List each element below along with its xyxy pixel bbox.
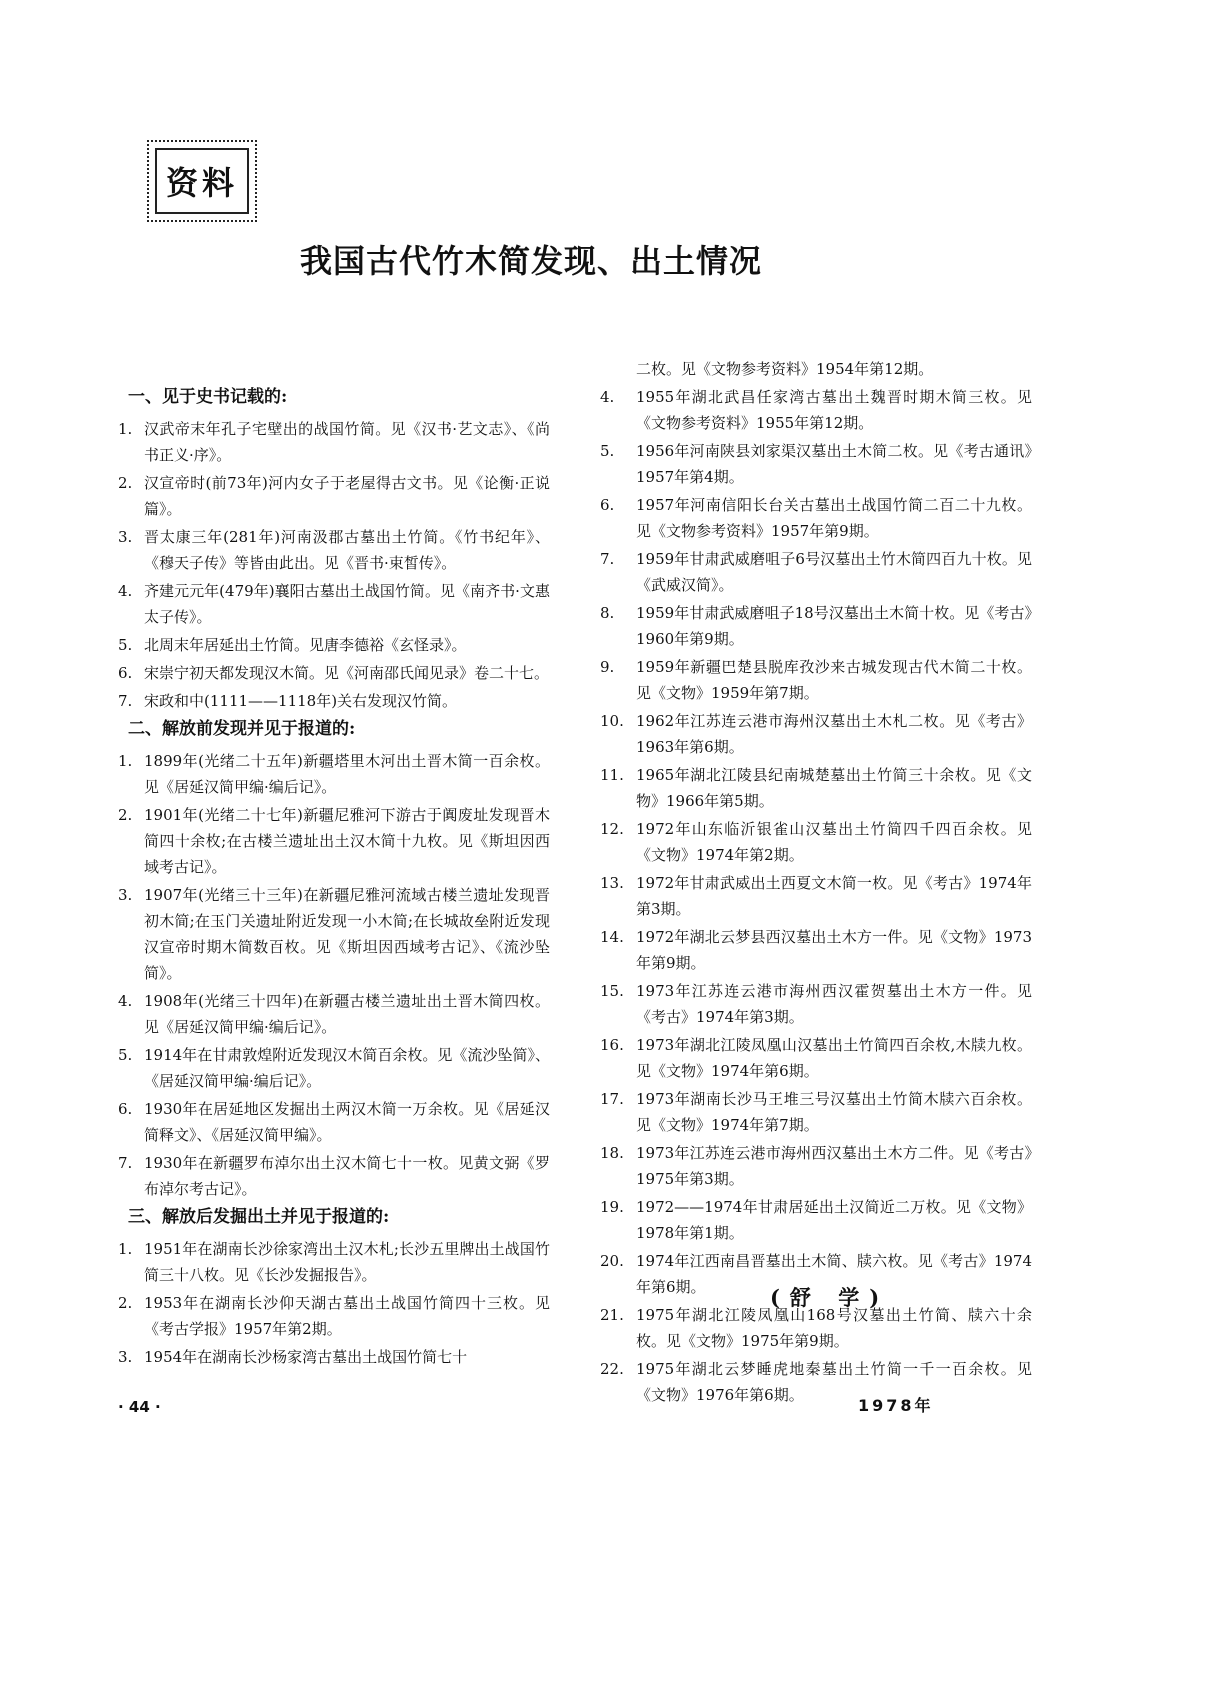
item-number: 1. — [118, 420, 133, 438]
item-text: 1930年在居延地区发掘出土两汉木简一万余枚。见《居延汉简释文》、《居延汉简甲编》。 — [144, 1100, 550, 1144]
article-title: 我国古代竹木简发现、出土情况 — [300, 242, 763, 280]
left-column — [118, 384, 550, 1372]
item-text: 1957年河南信阳长台关古墓出土战国竹简二百二十九枚。见《文物参考资料》1957年第9期。 — [636, 496, 1032, 540]
item-text: 齐建元元年(479年)襄阳古墓出土战国竹简。见《南齐书·文惠太子传》。 — [144, 582, 550, 626]
list-item — [118, 1042, 550, 1094]
item-text: 北周末年居延出土竹简。见唐李德裕《玄怪录》。 — [144, 636, 467, 654]
list-item — [600, 384, 1032, 436]
item-text: 1974年江西南昌晋墓出土木简、牍六枚。见《考古》1974年第6期。 — [636, 1252, 1032, 1296]
section-badge-frame — [155, 148, 249, 214]
item-number: 13. — [600, 874, 624, 892]
item-number: 6. — [600, 496, 615, 514]
list-item — [118, 1290, 550, 1342]
item-text: 汉武帝末年孔子宅壁出的战国竹简。见《汉书·艺文志》、《尚书正义·序》。 — [144, 420, 550, 464]
item-text: 1959年新疆巴楚县脱库孜沙来古城发现古代木简二十枚。见《文物》1959年第7期。 — [636, 658, 1032, 702]
list-item — [600, 1356, 1032, 1408]
item-number: 15. — [600, 982, 624, 1000]
publication-year: 1978年 — [858, 1396, 934, 1415]
item-text: 宋政和中(1111——1118年)关右发现汉竹简。 — [144, 692, 458, 710]
item-number: 2. — [118, 1294, 133, 1312]
item-text: 1965年湖北江陵县纪南城楚墓出土竹简三十余枚。见《文物》1966年第5期。 — [636, 766, 1032, 810]
section-heading: 二、解放前发现并见于报道的: — [128, 719, 356, 739]
item-text: 1975年湖北云梦睡虎地秦墓出土竹简一千一百余枚。见《文物》1976年第6期。 — [636, 1360, 1032, 1404]
item-number: 16. — [600, 1036, 624, 1054]
list-item — [118, 416, 550, 468]
item-text: 1959年甘肃武威磨咀子6号汉墓出土竹木简四百九十枚。见《武威汉简》。 — [636, 550, 1032, 594]
list-item — [600, 816, 1032, 868]
item-text: 1901年(光绪二十七年)新疆尼雅河下游古于阗废址发现晋木简四十余枚;在古楼兰遗址出土汉木简十九枚。见《斯坦因西域考古记》。 — [144, 806, 550, 876]
list-item — [600, 1086, 1032, 1138]
item-text: 1962年江苏连云港市海州汉墓出土木札二枚。见《考古》1963年第6期。 — [636, 712, 1032, 756]
list-item — [118, 748, 550, 800]
item-text: 1956年河南陕县刘家渠汉墓出土木简二枚。见《考古通讯》1957年第4期。 — [636, 442, 1032, 486]
item-number: 1. — [118, 1240, 133, 1258]
list-item — [118, 1344, 550, 1370]
list-item — [600, 1194, 1032, 1246]
item-number: 11. — [600, 766, 624, 784]
item-number: 4. — [118, 992, 133, 1010]
item-number: 3. — [118, 1348, 133, 1366]
item-number: 7. — [600, 550, 615, 568]
list-item — [118, 578, 550, 630]
item-number: 8. — [600, 604, 615, 622]
item-number: 4. — [600, 388, 615, 406]
section-pre-liberation — [118, 716, 550, 1202]
item-number: 7. — [118, 692, 133, 710]
list-item — [600, 1140, 1032, 1192]
author-signature: (舒 学) — [770, 1285, 890, 1310]
list-item — [118, 688, 550, 714]
section-badge-label: 资料 — [165, 164, 238, 202]
item-number: 5. — [600, 442, 615, 460]
list-item — [118, 1150, 550, 1202]
section-heading: 一、见于史书记载的: — [128, 387, 288, 407]
list-item — [118, 1096, 550, 1148]
item-text: 1972——1974年甘肃居延出土汉简近二万枚。见《文物》1978年第1期。 — [636, 1198, 1032, 1242]
item-text: 1914年在甘肃敦煌附近发现汉木简百余枚。见《流沙坠简》、《居延汉简甲编·编后记》。 — [144, 1046, 550, 1090]
item-text: 1899年(光绪二十五年)新疆塔里木河出土晋木简一百余枚。见《居延汉简甲编·编后记》。 — [144, 752, 550, 796]
item-number: 2. — [118, 474, 133, 492]
list-item — [118, 802, 550, 880]
item-text: 1972年山东临沂银雀山汉墓出土竹简四千四百余枚。见《文物》1974年第2期。 — [636, 820, 1032, 864]
item-number: 22. — [600, 1360, 624, 1378]
list-item — [600, 870, 1032, 922]
list-item — [600, 546, 1032, 598]
item-text: 宋崇宁初天都发现汉木简。见《河南邵氏闻见录》卷二十七。 — [144, 664, 550, 682]
item-text: 1972年甘肃武威出土西夏文木简一枚。见《考古》1974年第3期。 — [636, 874, 1032, 918]
item-text: 1954年在湖南长沙杨家湾古墓出土战国竹简七十 — [144, 1348, 468, 1366]
item-number: 7. — [118, 1154, 133, 1172]
item-text: 汉宣帝时(前73年)河内女子于老屋得古文书。见《论衡·正说篇》。 — [144, 474, 550, 518]
item-number: 9. — [600, 658, 615, 676]
continued-text: 二枚。见《文物参考资料》1954年第12期。 — [636, 360, 934, 378]
item-number: 10. — [600, 712, 624, 730]
list-item — [600, 438, 1032, 490]
list-item — [118, 882, 550, 986]
item-number: 21. — [600, 1306, 624, 1324]
section-historical — [118, 384, 550, 714]
item-number: 14. — [600, 928, 624, 946]
item-text: 1959年甘肃武威磨咀子18号汉墓出土木简十枚。见《考古》1960年第9期。 — [636, 604, 1032, 648]
section-badge — [147, 140, 257, 222]
item-text: 1955年湖北武昌任家湾古墓出土魏晋时期木简三枚。见《文物参考资料》1955年第12期。 — [636, 388, 1032, 432]
item-text: 1973年江苏连云港市海州西汉霍贺墓出土木方一件。见《考古》1974年第3期。 — [636, 982, 1032, 1026]
item-number: 1. — [118, 752, 133, 770]
item-number: 4. — [118, 582, 133, 600]
item-text: 1972年湖北云梦县西汉墓出土木方一件。见《文物》1973年第9期。 — [636, 928, 1032, 972]
item-number: 3. — [118, 886, 133, 904]
item-text: 1973年湖南长沙马王堆三号汉墓出土竹简木牍六百余枚。见《文物》1974年第7期。 — [636, 1090, 1032, 1134]
list-item — [118, 524, 550, 576]
item-number: 6. — [118, 1100, 133, 1118]
item-text: 1930年在新疆罗布淖尔出土汉木简七十一枚。见黄文弼《罗布淖尔考古记》。 — [144, 1154, 550, 1198]
list-item — [600, 978, 1032, 1030]
item-number: 2. — [118, 806, 133, 824]
section-post-liberation — [118, 1204, 550, 1370]
item-text: 1951年在湖南长沙徐家湾出土汉木札;长沙五里牌出土战国竹简三十八枚。见《长沙发掘报告》。 — [144, 1240, 550, 1284]
item-number: 5. — [118, 1046, 133, 1064]
list-item — [600, 1032, 1032, 1084]
item-number: 3. — [118, 528, 133, 546]
list-item — [118, 660, 550, 686]
item-number: 12. — [600, 820, 624, 838]
list-item — [600, 600, 1032, 652]
section-heading: 三、解放后发掘出土并见于报道的: — [128, 1207, 390, 1227]
item-text: 晋太康三年(281年)河南汲郡古墓出土竹简。《竹书纪年》、《穆天子传》等皆由此出。见《晋书·束皙传》。 — [144, 528, 550, 572]
item-text: 1973年江苏连云港市海州西汉墓出土木方二件。见《考古》1975年第3期。 — [636, 1144, 1032, 1188]
list-item — [118, 632, 550, 658]
item-number: 20. — [600, 1252, 624, 1270]
item-number: 6. — [118, 664, 133, 682]
item-text: 1907年(光绪三十三年)在新疆尼雅河流域古楼兰遗址发现晋初木简;在玉门关遗址附近发现一小木简;在长城故垒附近发现汉宣帝时期木简数百枚。见《斯坦因西域考古记》、《流沙坠简》。 — [144, 886, 550, 982]
list-item — [600, 924, 1032, 976]
list-item — [118, 1236, 550, 1288]
item-text: 1975年湖北江陵凤凰山168号汉墓出土竹简、牍六十余枚。见《文物》1975年第9期。 — [636, 1306, 1032, 1350]
item-text: 1908年(光绪三十四年)在新疆古楼兰遗址出土晋木简四枚。见《居延汉简甲编·编后记》。 — [144, 992, 550, 1036]
page-number: · 44 · — [118, 1398, 161, 1416]
list-item — [600, 762, 1032, 814]
right-column — [600, 356, 1032, 1410]
list-item — [118, 470, 550, 522]
list-item — [600, 708, 1032, 760]
item-number: 5. — [118, 636, 133, 654]
item-text: 1973年湖北江陵凤凰山汉墓出土竹简四百余枚,木牍九枚。见《文物》1974年第6期。 — [636, 1036, 1032, 1080]
item-number: 19. — [600, 1198, 624, 1216]
item-number: 17. — [600, 1090, 624, 1108]
list-item — [600, 654, 1032, 706]
item-text: 1953年在湖南长沙仰天湖古墓出土战国竹简四十三枚。见《考古学报》1957年第2期。 — [144, 1294, 550, 1338]
item-number: 18. — [600, 1144, 624, 1162]
list-item — [118, 988, 550, 1040]
list-item — [600, 492, 1032, 544]
